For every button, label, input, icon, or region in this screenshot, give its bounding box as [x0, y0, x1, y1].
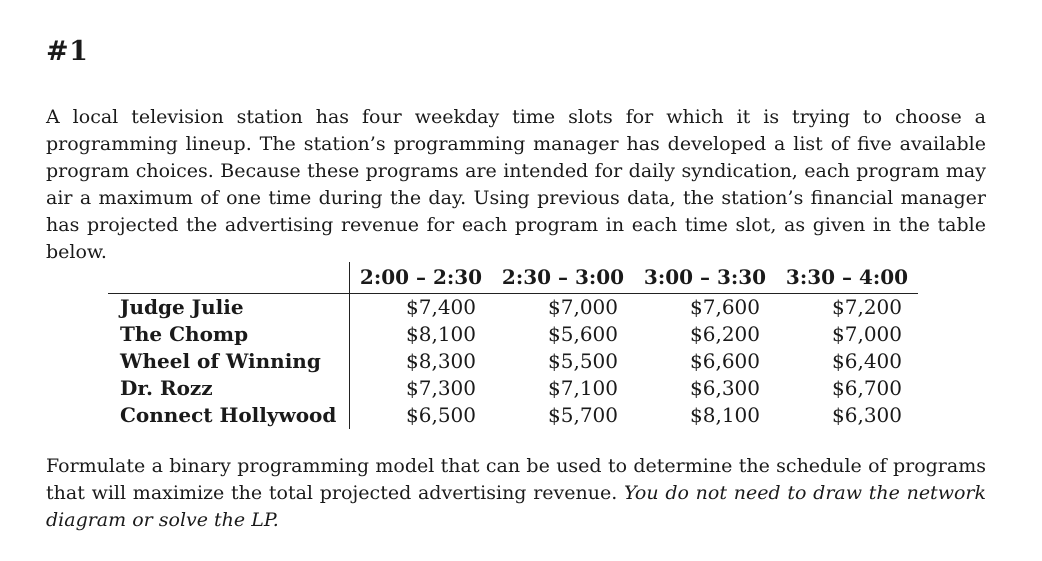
revenue-cell: $6,300: [832, 403, 902, 427]
program-name: Judge Julie: [108, 294, 350, 322]
program-name: Connect Hollywood: [108, 402, 350, 429]
revenue-cell: $8,300: [406, 349, 476, 373]
program-name: The Chomp: [108, 321, 350, 348]
revenue-cell: $7,100: [548, 376, 618, 400]
revenue-cell: $7,000: [548, 295, 618, 319]
table-row: [108, 402, 918, 429]
task-statement: [46, 453, 986, 534]
table-row: [108, 321, 918, 348]
revenue-cell: $7,600: [690, 295, 760, 319]
table-header-row: [108, 262, 918, 294]
time-slot-header: 2:30 – 3:00: [492, 262, 634, 294]
revenue-cell: $5,700: [548, 403, 618, 427]
table-row: [108, 375, 918, 402]
revenue-cell: $7,400: [406, 295, 476, 319]
revenue-cell: $5,600: [548, 322, 618, 346]
revenue-cell: $8,100: [690, 403, 760, 427]
table-row: [108, 294, 918, 322]
revenue-cell: $7,200: [832, 295, 902, 319]
time-slot-header: 3:00 – 3:30: [634, 262, 776, 294]
time-slot-header: 3:30 – 4:00: [776, 262, 918, 294]
revenue-cell: $5,500: [548, 349, 618, 373]
revenue-cell: $6,500: [406, 403, 476, 427]
revenue-cell: $6,600: [690, 349, 760, 373]
revenue-table: [108, 262, 918, 429]
revenue-cell: $7,300: [406, 376, 476, 400]
revenue-cell: $6,700: [832, 376, 902, 400]
task-note: You do not need to draw the network diagram or solve the LP.: [46, 482, 986, 531]
problem-number: #1: [46, 36, 89, 67]
revenue-cell: $6,200: [690, 322, 760, 346]
revenue-cell: $8,100: [406, 322, 476, 346]
table-corner: [108, 262, 350, 294]
time-slot-header: 2:00 – 2:30: [350, 262, 493, 294]
program-name: Dr. Rozz: [108, 375, 350, 402]
revenue-cell: $6,400: [832, 349, 902, 373]
table-row: [108, 348, 918, 375]
program-name: Wheel of Winning: [108, 348, 350, 375]
task-text: Formulate a binary programming model that can be used to determine the schedule of programs that will maximize the total projected advertising revenue.: [46, 455, 986, 504]
revenue-cell: $7,000: [832, 322, 902, 346]
revenue-cell: $6,300: [690, 376, 760, 400]
problem-description: A local television station has four weekday time slots for which it is trying to choose a programming lineup. The station’s programming manager has developed a list of five available program choices. Because these programs are intended for daily syndication, each program may air a maximum of one time during the day. Using previous data, the station’s financial manager has projected the advertising revenue for each program in each time slot, as given in the table below.: [46, 106, 986, 263]
